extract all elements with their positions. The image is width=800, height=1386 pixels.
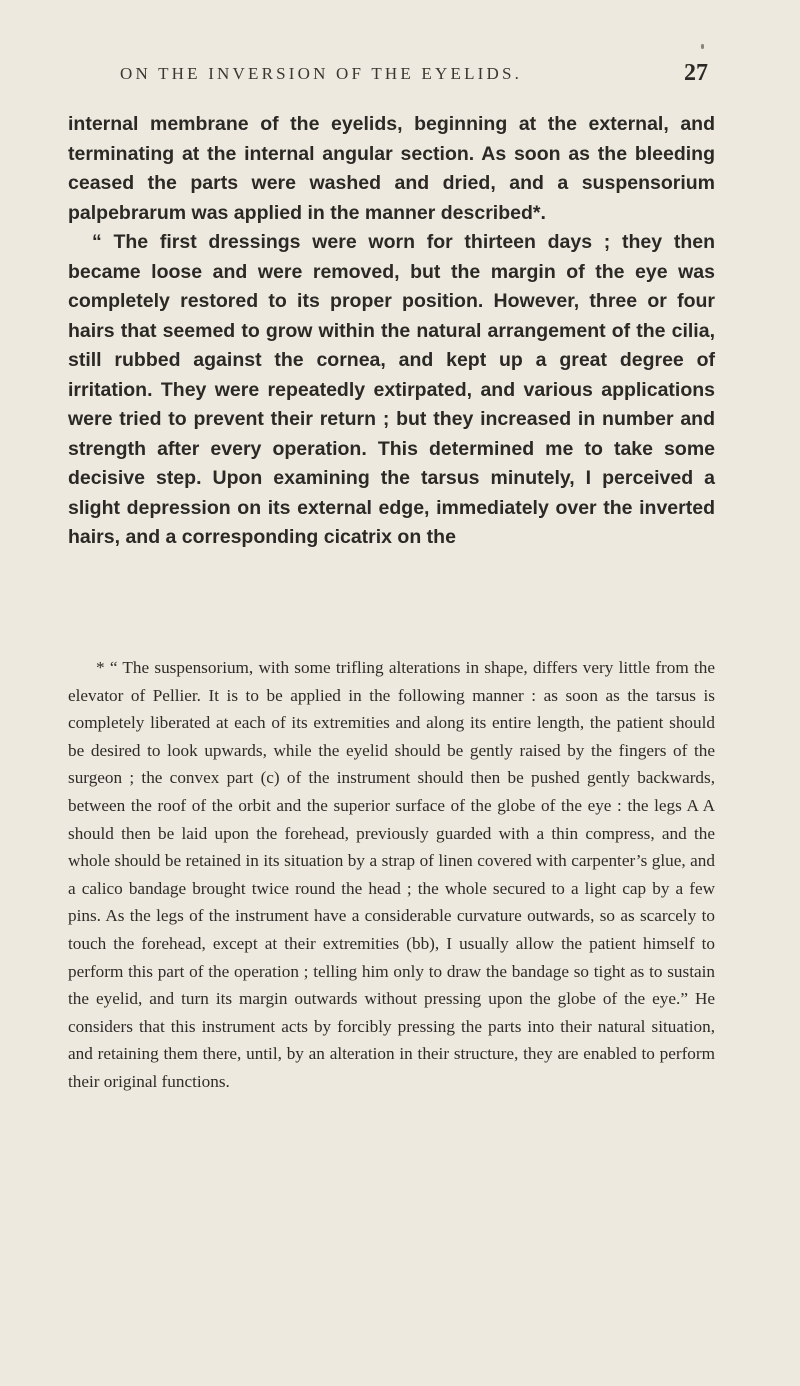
page-number: 27	[684, 60, 708, 86]
ink-speck	[701, 44, 704, 49]
main-text	[68, 110, 715, 553]
footnote	[68, 654, 715, 1096]
paragraph-2: “ The first dressings were worn for thirteen days ; they then became loose and were removed, but the margin of the eye was completely restored to its proper position. However, three or four hairs that seemed to grow within the natural arrangement of the cilia, still rubbed against the cornea, and kept up a great degree of irritation. They were repeatedly extirpated, and various applications were tried to prevent their return ; but they increased in number and strength after every operation. This determined me to take some decisive step. Upon examining the tarsus minutely, I perceived a slight depression on its external edge, immediately over the inverted hairs, and a corresponding cicatrix on the	[68, 231, 715, 548]
paragraph-1: internal membrane of the eyelids, beginning at the external, and terminating at the internal angular section. As soon as the bleeding ceased the parts were washed and dried, and a suspensorium palpebrarum was applied in the manner described*.	[68, 113, 715, 224]
footnote-text: * “ The suspensorium, with some trifling alterations in shape, differs very little from the elevator of Pellier. It is to be applied in the following manner : as soon as the tarsus is completely liberated at each of its extremities and along its entire length, the patient should be desired to look upwards, while the eyelid should be gently raised by the fingers of the surgeon ; the convex part (c) of the instrument should then be pushed gently backwards, between the roof of the orbit and the superior surface of the globe of the eye : the legs A A should then be laid upon the forehead, previously guarded with a thin compress, and the whole should be retained in its situation by a strap of linen covered with carpenter’s glue, and a calico bandage brought twice round the head ; the whole secured to a light cap by a few pins. As the legs of the instrument have a considerable curvature outwards, so as scarcely to touch the forehead, except at their extremities (bb), I usually allow the patient himself to perform this part of the operation ; telling him only to draw the bandage so tight as to sustain the eyelid, and turn its margin outwards without pressing upon the globe of the eye.” He considers that this instrument acts by forcibly pressing the parts into their natural situation, and retaining them there, until, by an alteration in their structure, they are enabled to perform their original functions.	[68, 658, 715, 1091]
running-title: ON THE INVERSION OF THE EYELIDS.	[120, 64, 523, 83]
page-header	[96, 62, 708, 92]
